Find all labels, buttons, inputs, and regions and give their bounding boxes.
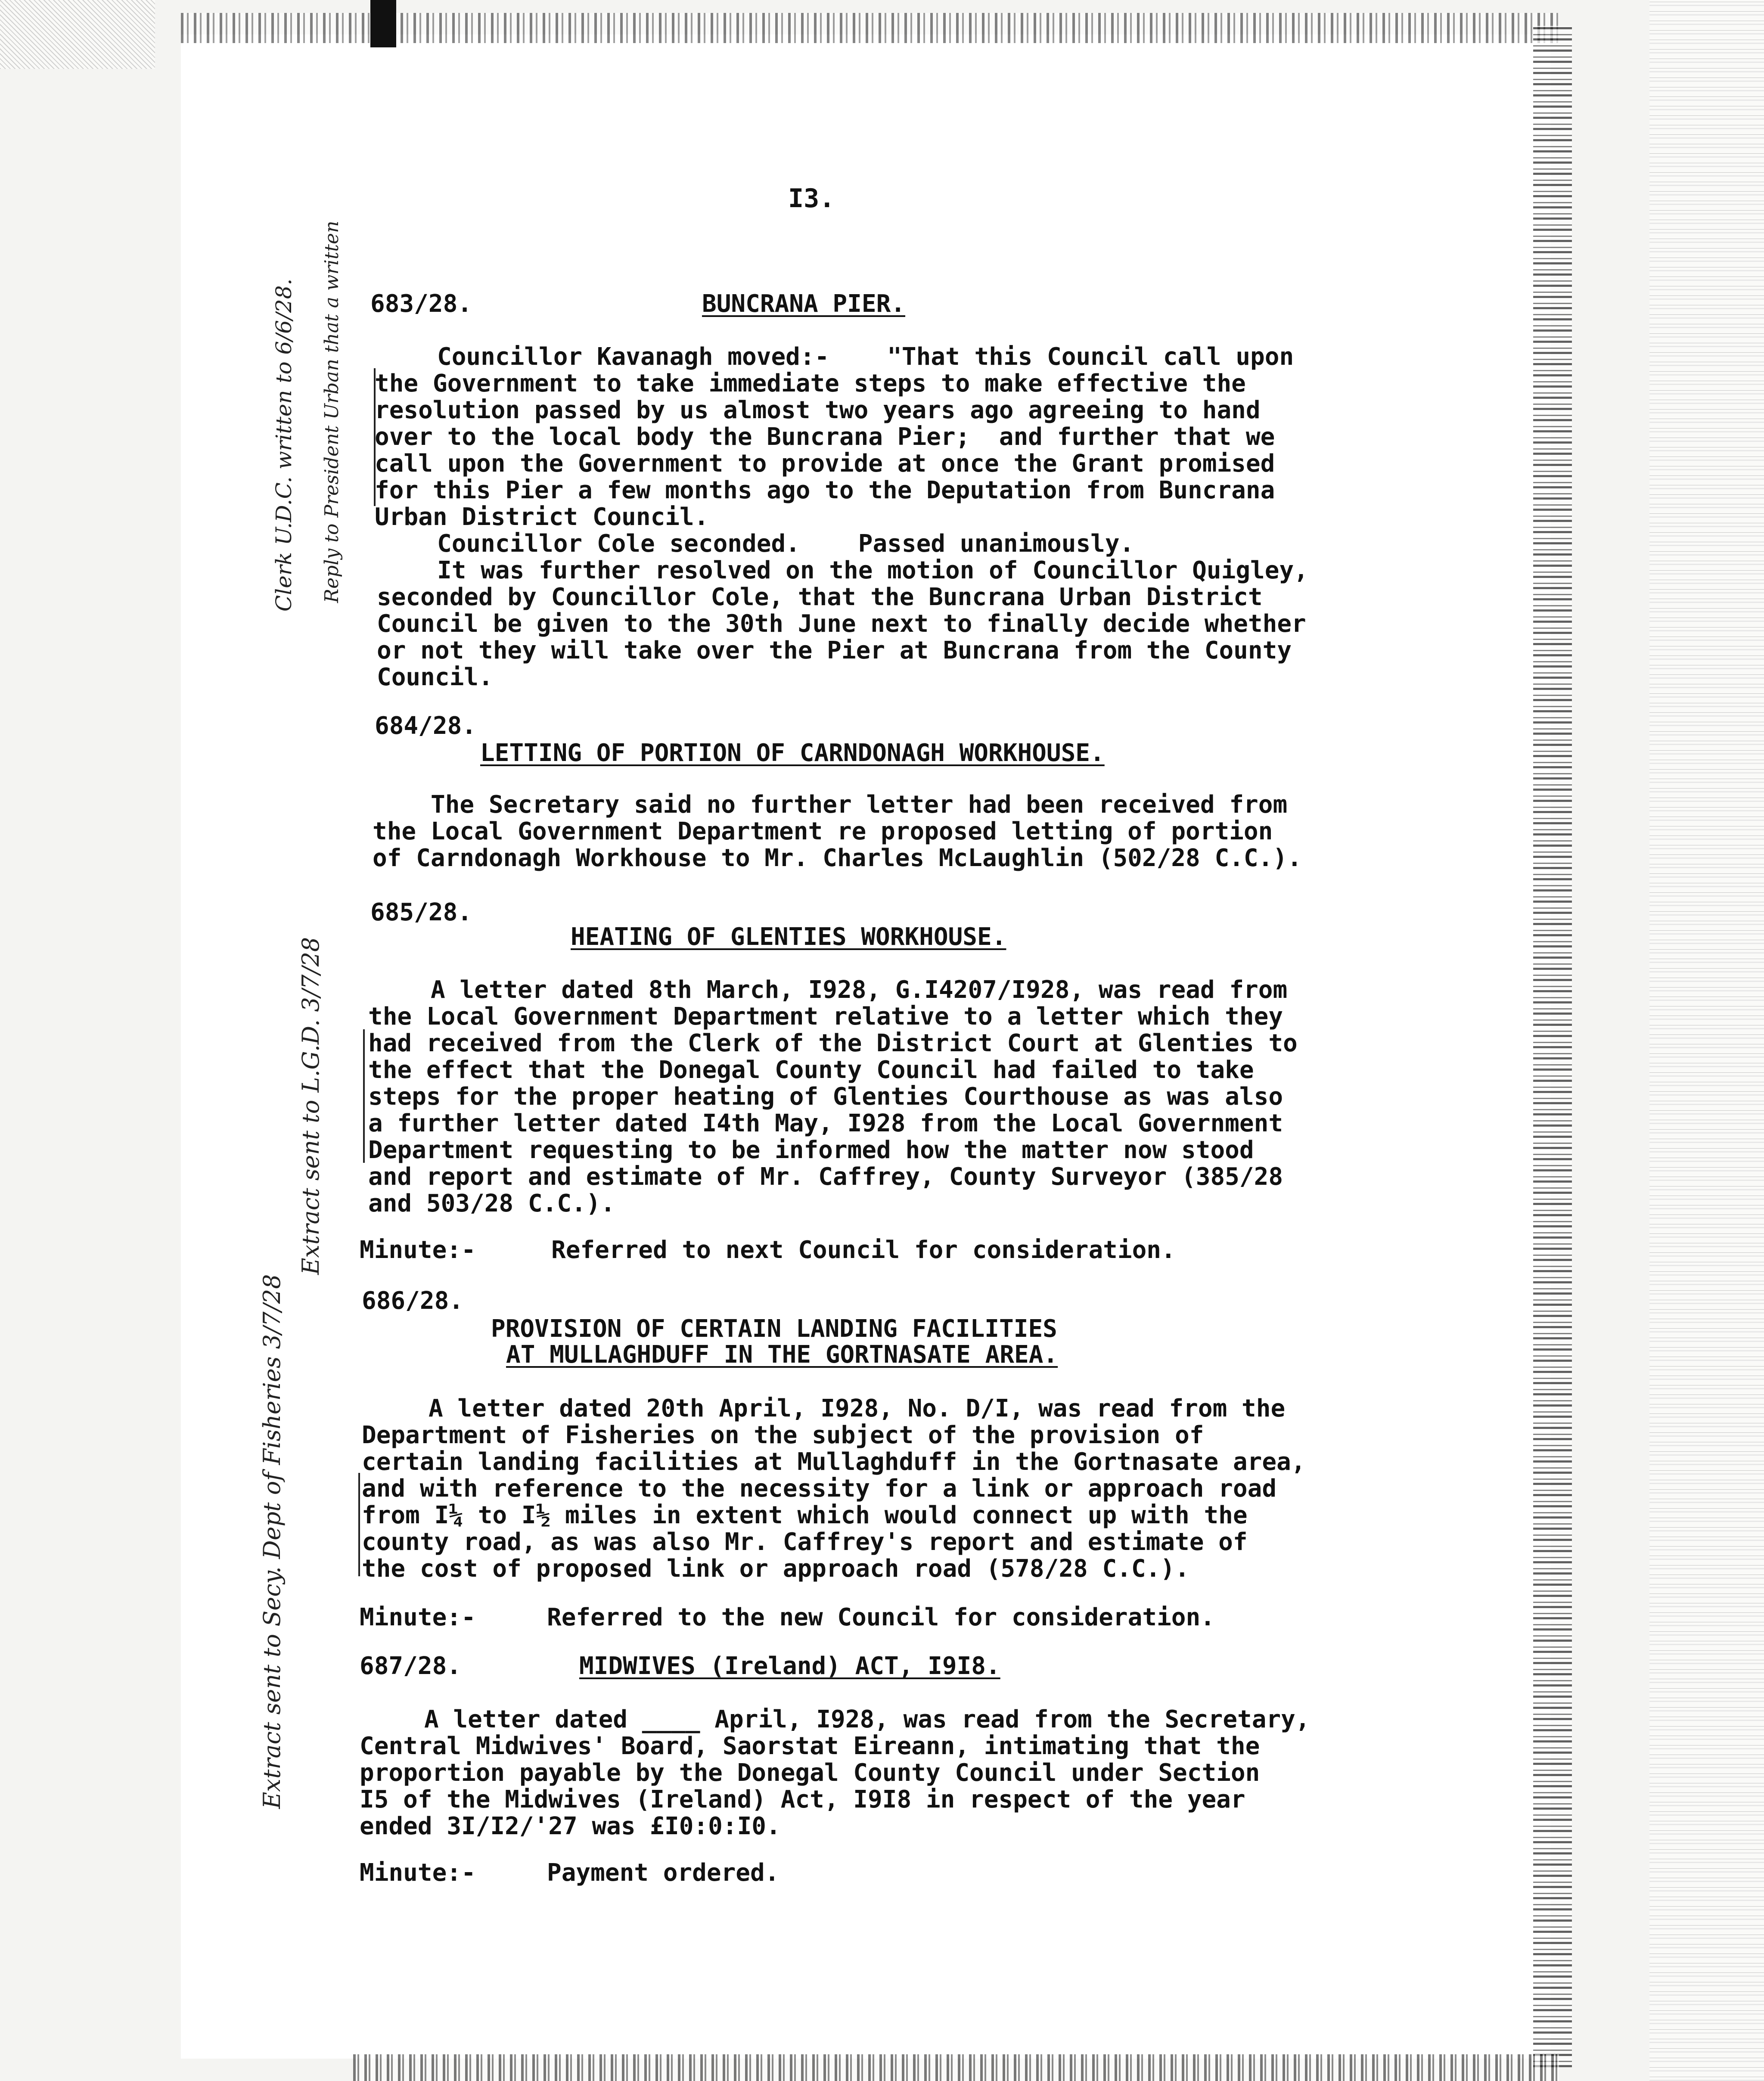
item-line: resolution passed by us almost two years ago agreeing to hand	[375, 396, 1261, 424]
margin-bracket	[358, 1473, 360, 1576]
item-line: The Secretary said no further letter had been received from	[431, 791, 1288, 819]
item-line: for this Pier a few months ago to the Deputation from Buncrana	[375, 476, 1275, 504]
item-number: 684/28.	[375, 712, 477, 740]
item-line: Council be given to the 30th June next to finally decide whether	[377, 610, 1306, 638]
item-line: and with reference to the necessity for a link or approach road	[362, 1475, 1277, 1503]
minute-text: Referred to next Council for consideration.	[551, 1236, 1176, 1264]
item-line: A letter dated 8th March, I928, G.I4207/I928, was read from	[431, 976, 1288, 1004]
item-line: over to the local body the Buncrana Pier; and further that we	[375, 423, 1275, 451]
minute-label: Minute:-	[360, 1236, 476, 1264]
minute-text: Payment ordered.	[547, 1859, 780, 1887]
item-number: 683/28.	[370, 290, 472, 318]
item-heading: MIDWIVES (Ireland) ACT, I9I8.	[579, 1652, 1000, 1680]
item-line: a further letter dated I4th May, I928 from the Local Government	[368, 1109, 1283, 1137]
item-line: A letter dated 20th April, I928, No. D/I, was read from the	[429, 1395, 1286, 1423]
minute-label: Minute:-	[360, 1859, 476, 1887]
item-heading: LETTING OF PORTION OF CARNDONAGH WORKHOUSE.	[480, 739, 1105, 767]
item-line: ended 3I/I2/'27 was £I0:0:I0.	[360, 1812, 781, 1840]
margin-bracket	[363, 1029, 365, 1163]
item-line: Councillor Kavanagh moved:- "That this Council call upon	[437, 343, 1294, 371]
item-line: from I¼ to I½ miles in extent which would connect up with the	[362, 1501, 1248, 1529]
margin-note-handwritten: Clerk U.D.C. written to 6/6/28.	[271, 278, 296, 612]
item-line: and report and estimate of Mr. Caffrey, County Surveyor (385/28	[368, 1163, 1283, 1191]
item-heading: BUNCRANA PIER.	[702, 290, 906, 318]
item-line: or not they will take over the Pier at Buncrana from the County	[377, 637, 1292, 665]
item-line: A letter dated ____ April, I928, was read from the Secretary,	[424, 1705, 1310, 1733]
item-line: It was further resolved on the motion of Councillor Quigley,	[437, 556, 1308, 584]
item-line: I5 of the Midwives (Ireland) Act, I9I8 in respect of the year	[360, 1786, 1245, 1814]
item-line: Councillor Cole seconded. Passed unanimously.	[437, 530, 1134, 558]
item-number: 685/28.	[370, 898, 472, 926]
item-line: steps for the proper heating of Glenties Courthouse as was also	[368, 1083, 1283, 1111]
item-line: seconded by Councillor Cole, that the Buncrana Urban District	[377, 583, 1263, 611]
margin-note-handwritten: Reply to President Urban that a written	[321, 221, 343, 603]
item-heading-line2: AT MULLAGHDUFF IN THE GORTNASATE AREA.	[506, 1341, 1058, 1369]
scan-edge-right	[1533, 26, 1572, 2067]
item-line: Central Midwives' Board, Saorstat Eireann, intimating that the	[360, 1732, 1260, 1760]
item-line: Urban District Council.	[375, 503, 709, 531]
adjacent-page-edge	[1649, 0, 1764, 2081]
item-line: and 503/28 C.C.).	[368, 1190, 615, 1218]
item-line: call upon the Government to provide at once the Grant promised	[375, 450, 1275, 478]
minute-label: Minute:-	[360, 1603, 476, 1631]
binder-mark	[370, 0, 396, 47]
margin-bracket	[374, 368, 376, 506]
item-line: of Carndonagh Workhouse to Mr. Charles McLaughlin (502/28 C.C.).	[373, 844, 1302, 872]
item-line: the effect that the Donegal County Council had failed to take	[368, 1056, 1254, 1084]
scan-edge-bottom	[353, 2054, 1559, 2081]
item-line: Department requesting to be informed how the matter now stood	[368, 1136, 1254, 1164]
item-line: county road, as was also Mr. Caffrey's report and estimate of	[362, 1528, 1248, 1556]
minute-text: Referred to the new Council for consideration.	[547, 1603, 1215, 1631]
item-line: the cost of proposed link or approach road (578/28 C.C.).	[362, 1555, 1189, 1583]
item-heading: HEATING OF GLENTIES WORKHOUSE.	[571, 923, 1006, 951]
margin-note-handwritten: Extract sent to L.G.D. 3/7/28	[297, 937, 324, 1275]
item-line: the Local Government Department re proposed letting of portion	[373, 817, 1273, 845]
page-number: I3.	[788, 183, 835, 214]
item-line: proportion payable by the Donegal County Council under Section	[360, 1759, 1260, 1787]
item-number: 687/28.	[360, 1652, 462, 1680]
margin-note-handwritten: Extract sent to Secy. Dept of Fisheries 3/7/28	[258, 1274, 286, 1809]
item-line: had received from the Clerk of the District Court at Glenties to	[368, 1029, 1298, 1057]
item-line: Department of Fisheries on the subject of the provision of	[362, 1421, 1204, 1449]
item-line: certain landing facilities at Mullaghduff in the Gortnasate area,	[362, 1448, 1306, 1476]
scan-corner-shadow	[0, 0, 155, 69]
item-heading-line1: PROVISION OF CERTAIN LANDING FACILITIES	[491, 1315, 1057, 1343]
item-number: 686/28.	[362, 1287, 464, 1315]
item-line: Council.	[377, 663, 493, 691]
item-line: the Local Government Department relative to a letter which they	[368, 1003, 1283, 1031]
item-line: the Government to take immediate steps to make effective the	[375, 370, 1246, 398]
